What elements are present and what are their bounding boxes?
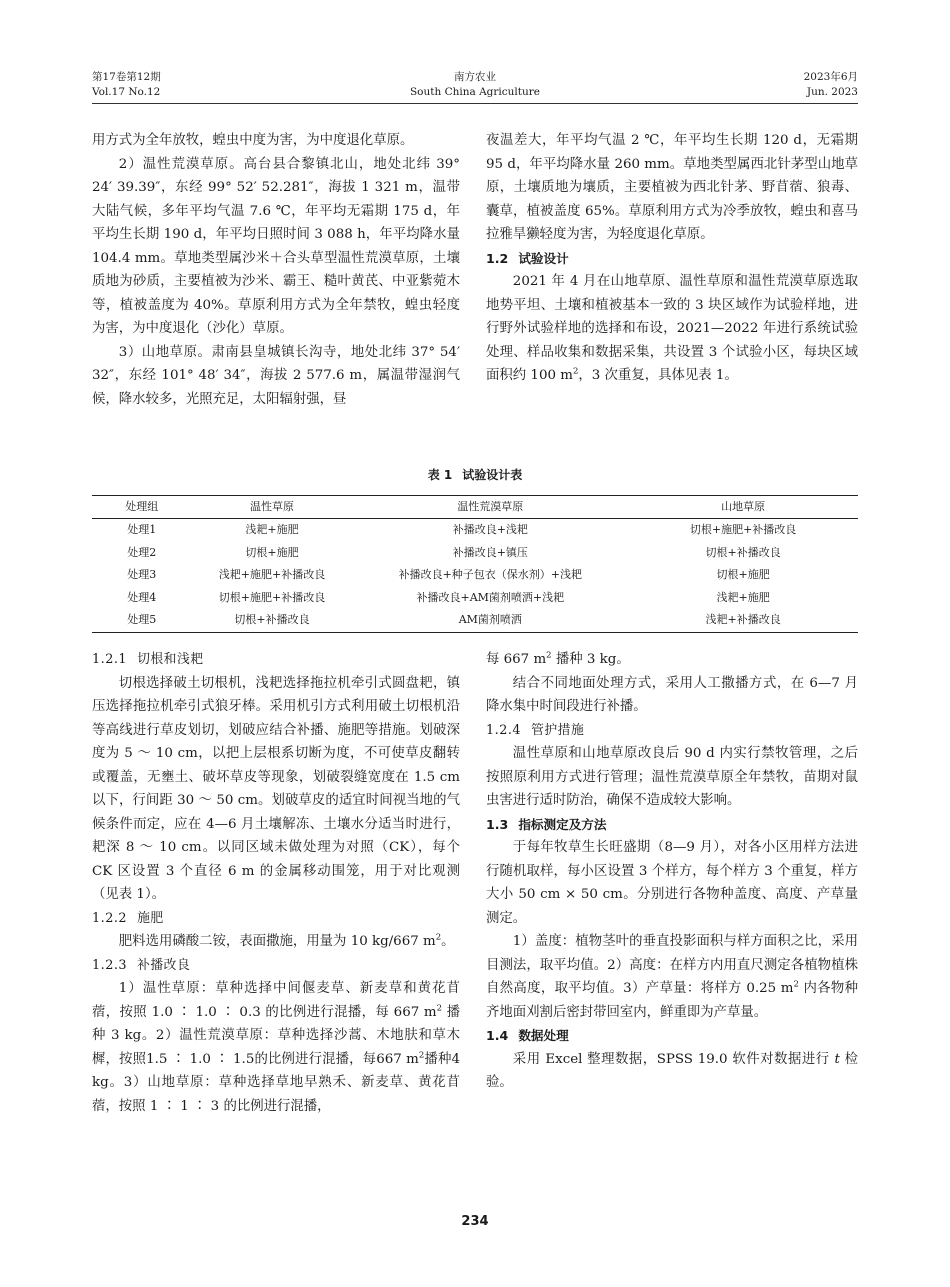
table-cell: 处理4: [127, 590, 157, 604]
volume-en: Vol.17 No.12: [92, 86, 161, 98]
section-title: 试验设计: [518, 250, 569, 266]
section-number: 1.2.4: [486, 722, 522, 738]
section-title: 补播改良: [137, 957, 191, 973]
table-cell: 切根+施肥+补播改良: [689, 523, 797, 537]
table-header-row: [92, 496, 858, 519]
left-column-top: [92, 129, 460, 411]
text-run: 1）盖度：植物茎叶的垂直投影面积与样方面积之比，采用目测法，取平均值。2）高度：在样方内用直尺测定各植物植株自然高度，取平均值。3）产草量：将样方 0.25 m: [486, 934, 858, 996]
section-heading-1-3: [486, 813, 858, 837]
page-number: 234: [461, 1214, 489, 1229]
journal-name-en: South China Agriculture: [409, 86, 540, 98]
date-en: Jun. 2023: [806, 86, 858, 98]
paragraph: 温性草原和山地草原改良后 90 d 内实行禁牧管理，之后按照原利用方式进行管理；温性荒漠草原全年禁牧，苗期对鼠虫害进行适时防治，确保不造成较大影响。: [486, 746, 858, 808]
journal-date: [804, 70, 858, 100]
section-heading-1-2: [486, 247, 858, 271]
table-cell: 补播改良+镇压: [452, 545, 528, 559]
table-cell: 处理5: [92, 609, 192, 632]
table-header-cell: 温性草原: [192, 496, 353, 519]
design-table: [92, 495, 858, 633]
superscript: 2: [793, 979, 799, 990]
table-cell: 切根+施肥+补播改良: [218, 590, 326, 604]
subsection-heading-1-2-2: [92, 907, 460, 931]
right-column-top: [486, 129, 858, 388]
table-cell: 处理3: [127, 568, 157, 582]
text-run: 1）温性草原：草种选择中间偃麦草、新麦草和黄花苜蓿，按照 1.0 ∶ 1.0 ∶ 0.3 的比例进行混播，每 667 m: [92, 981, 460, 1020]
section-heading-1-4: [486, 1024, 858, 1048]
right-column-bottom: [486, 648, 858, 1095]
table-cell: 浅耙+补播改良: [628, 609, 858, 632]
table-header-cell: 温性荒漠草原: [352, 496, 628, 519]
italic-variable: t: [834, 1051, 840, 1067]
superscript: 2: [546, 650, 552, 661]
table-cell: 补播改良+浅耙: [452, 523, 528, 537]
section-title: 指标测定及方法: [518, 816, 607, 832]
table-row: [92, 587, 858, 610]
text-run: 内各物种齐地面刈割后密封带回室内，鲜重即为产草量。: [486, 981, 859, 1020]
text-run: 采用 Excel 整理数据，SPSS 19.0 软件对数据进行: [512, 1051, 835, 1067]
text-run: 肥料选用磷酸二铵，表面撒施，用量为 10 kg/667 m: [118, 934, 436, 949]
left-column-bottom: [92, 648, 460, 1118]
table-header-cell: 山地草原: [628, 496, 858, 519]
table-cell: 处理2: [127, 545, 157, 559]
paragraph: 夜温差大，年平均气温 2 ℃，年平均生长期 120 d，无霜期 95 d，年平均降水量 260 mm。草地类型属西北针茅型山地草原，土壤质地为壤质，主要植被为西北针茅、野苜蓿、狼毒、囊草，植被盖度 65%。草原利用方式为冷季放牧，蝗虫和喜马拉雅旱獭轻度为害，为轻度退化草原。: [486, 133, 858, 242]
text-run: 。: [441, 934, 455, 949]
superscript: 2: [572, 366, 579, 377]
table-cell: 补播改良+种子包衣（保水剂）+浅耙: [398, 568, 583, 582]
table-cell: 浅耙+施肥: [245, 523, 299, 537]
table-number: 表 1: [427, 468, 453, 482]
superscript: 2: [436, 1003, 442, 1014]
paragraph: 切根选择破土切根机，浅耙选择拖拉机牵引式圆盘耙，镇压选择拖拉机牵引式狼牙棒。采用机引方式利用破土切根机沿等高线进行草皮划切，划破应结合补播、施肥等措施。划破深度为 5 ～ 10 cm，以把上层根系切断为度，不可使草皮翻转或覆盖，无壅土、破坏草皮等现象，划破裂缝宽度在 1.5 cm 以下，行间距 30 ～ 50 cm。划破草皮的适宜时间视当地的气候条件而定，应在 4—6 月土壤解冻、土壤水分适当时进行，耙深 8 ～ 10 cm。以同区域未做处理为对照（CK），每个 CK 区设置 3 个直径 6 m 的金属移动围笼，用于对比观测（见表 1）。: [92, 675, 460, 902]
table-cell: 切根+补播改良: [192, 609, 353, 632]
text-run: 2021 年 4 月在山地草原、温性草原和温性荒漠草原选取地势平坦、土壤和植被基本一致的 3 块区域作为试验样地，进行野外试验样地的选择和布设，2021—2022 年进行系统试验处理、样品收集和数据采集，共设置 3 个试验小区，每块区域面积约 100 m: [486, 274, 858, 383]
text-run: 播种 3 kg。2）温性荒漠草原：草种选择沙蒿、木地肤和草木樨，按照1.5 ∶ 1.0 ∶ 1.5的比例进行混播，每667 m: [92, 1004, 460, 1067]
section-number: 1.2.3: [92, 957, 128, 973]
section-title: 施肥: [137, 910, 164, 926]
table-header-cell: 处理组: [92, 496, 192, 519]
table-row: [92, 564, 858, 587]
table-cell: 切根+施肥: [716, 568, 770, 582]
table-cell: 切根+施肥: [245, 545, 299, 559]
section-number: 1.3: [486, 816, 509, 832]
paragraph: 于每年牧草生长旺盛期（8—9 月），对各小区用样方法进行随机取样，每小区设置 3 个样方，每个样方 3 个重复，样方大小 50 cm × 50 cm。分别进行各物种盖度、高度、产草量测定。: [486, 840, 858, 926]
volume-cn: 第17卷第12期: [92, 71, 161, 83]
paragraph: 用方式为全年放牧，蝗虫中度为害，为中度退化草原。: [92, 133, 414, 148]
subsection-heading-1-2-3: [92, 954, 460, 978]
journal-name-cn: 南方农业: [454, 71, 496, 83]
text-run: 检验。: [486, 1051, 858, 1090]
section-title: 切根和浅耙: [137, 652, 204, 667]
section-number: 1.2.1: [92, 652, 128, 667]
table-row: [92, 519, 858, 542]
table-row: [92, 609, 858, 632]
paragraph: [486, 270, 858, 388]
date-cn: 2023年6月: [803, 71, 858, 83]
paragraph: [92, 977, 460, 1118]
superscript: 2: [418, 1050, 425, 1061]
section-number: 1.4: [486, 1028, 509, 1043]
table-cell: 切根+补播改良: [705, 545, 781, 559]
table-cell: 处理1: [127, 523, 157, 537]
table-caption: [0, 466, 950, 483]
paragraph: 2）温性荒漠草原。高台县合黎镇北山，地处北纬 39° 24′ 39.39″，东经 99° 52′ 52.281″，海拔 1 321 m，温带大陆气候，多年平均气温 7.6 ℃，年平均无霜期 175 d，年平均生长期 190 d，年平均日照时间 3 088 h，年平均降水量 104.4 mm。草地类型属沙米＋合头草型温性荒漠草原，土壤质地为砂质，主要植被为沙米、霸王、糙叶黄芪、中亚紫菀木等，植被盖度为 40%。草原利用方式为全年禁牧，蝗虫轻度为害，为中度退化（沙化）草原。: [92, 156, 460, 336]
paragraph: [92, 930, 460, 954]
section-number: 1.2: [486, 250, 509, 266]
paragraph: 结合不同地面处理方式，采用人工撒播方式，在 6—7 月降水集中时间段进行补播。: [486, 675, 858, 714]
table-cell: 浅耙+施肥+补播改良: [218, 568, 326, 582]
table-cell: 补播改良+AM菌剂喷洒+浅耙: [416, 590, 565, 604]
text-run: 每 667 m: [486, 652, 547, 667]
paragraph: [486, 648, 858, 672]
section-title: 管护措施: [531, 722, 585, 738]
paragraph: [486, 930, 858, 1024]
table-cell: 浅耙+施肥: [716, 590, 770, 604]
section-number: 1.2.2: [92, 910, 128, 926]
text-run: ，3 次重复，具体见表 1。: [578, 368, 738, 383]
table-title: 试验设计表: [462, 468, 523, 482]
subsection-heading-1-2-4: [486, 719, 858, 743]
paragraph: [486, 1048, 858, 1095]
table-cell: AM菌剂喷洒: [352, 609, 628, 632]
table-row: [92, 542, 858, 565]
superscript: 2: [435, 932, 442, 943]
header-rule: [92, 103, 858, 104]
subsection-heading-1-2-1: [92, 648, 460, 672]
paragraph: 3）山地草原。肃南县皇城镇长沟寺，地处北纬 37° 54′ 32″，东经 101° 48′ 34″，海拔 2 577.6 m，属温带湿润气候，降水较多，光照充足，太阳辐射强，昼: [92, 344, 460, 407]
text-run: 播种4 kg。3）山地草原：草种选择草地早熟禾、新麦草、黄花苜蓿，按照 1 ∶ 1 ∶ 3 的比例进行混播，: [92, 1051, 460, 1114]
section-title: 数据处理: [518, 1028, 569, 1043]
text-run: 播种 3 kg。: [551, 652, 630, 667]
